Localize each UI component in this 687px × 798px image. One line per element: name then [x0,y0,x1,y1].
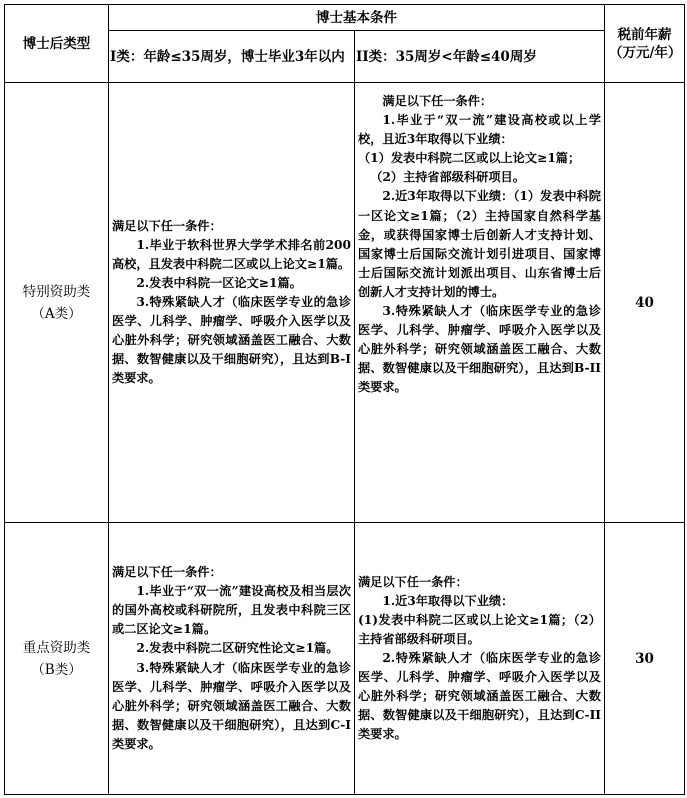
header-row-1 [5,5,685,31]
row-b-c2-item1a: (1)发表中科院二区或以上论文≥1篇；（2）主持省部级科研项目。 [358,612,601,646]
header-basic-conditions [109,5,605,31]
row-b-class1-conditions [109,523,355,795]
row-a-class2-conditions [355,83,605,523]
row-a-c2-item1: 1.毕业于“双一流”建设高校或以上学校，且近3年取得以下业绩： [358,113,601,147]
postdoc-conditions-table [4,4,685,795]
row-a-salary-value: 40 [635,294,654,311]
header-basic-conditions-label: 博士基本条件 [316,9,397,26]
row-a [5,83,685,523]
row-b-salary-value: 30 [635,650,654,667]
row-b-c1-item2: 2.发表中科院二区研究性论文≥1篇。 [136,641,339,656]
header-salary-label: 税前年薪（万元/年） [609,26,682,61]
row-a-c2-item3: 3.特殊紧缺人才（临床医学专业的急诊医学、儿科学、肿瘤学、呼吸介入医学以及心脏外科学；研究领域涵盖医工融合、大数据、数智健康以及干细胞研究），且达到B-II类要求。 [358,304,601,395]
row-a-c2-item1b: （2）主持省部级科研项目。 [370,170,525,185]
row-a-c1-item1: 1.毕业于软科世界大学学术排名前200高校，且发表中科院二区或以上论文≥1篇。 [112,237,351,271]
row-b-class2-conditions [355,523,605,795]
header-class1 [109,31,355,83]
row-b-c1-item1: 1.毕业于“双一流”建设高校及相当层次的国外高校或科研院所，且发表中科院三区或二区论文≥1篇。 [112,584,351,637]
row-a-class1-conditions [109,83,355,523]
row-b [5,523,685,795]
row-a-c1-intro: 满足以下任一条件： [112,218,222,233]
row-b-salary [605,523,685,795]
row-b-type-code: （B类） [31,661,82,678]
row-a-c2-item1a: （1）发表中科院二区或以上论文≥1篇； [358,151,581,166]
row-a-c2-item2: 2.近3年取得以下业绩：（1）发表中科院一区论文≥1篇；（2）主持国家自然科学基金，或获得国家博士后创新人才支持计划、国家博士后国际交流计划引进项目、国家博士后国际交流计划派出项目、山东省博士后创新人才支持计划的博士。 [358,189,601,299]
row-a-type-code: （A类） [31,305,82,322]
row-b-type-label: 重点资助类 [22,639,91,656]
row-a-salary [605,83,685,523]
header-salary [605,5,685,83]
row-b-c2-intro: 满足以下任一条件： [358,574,468,589]
row-b-c1-intro: 满足以下任一条件： [112,565,222,580]
header-class1-label: I类：年龄≤35周岁，博士毕业3年以内 [110,48,345,65]
header-class2-label: II类：35周岁<年龄≤40周岁 [356,48,537,65]
header-class2 [355,31,605,83]
row-b-c1-item3: 3.特殊紧缺人才（临床医学专业的急诊医学、儿科学、肿瘤学、呼吸介入医学以及心脏外科学；研究领域涵盖医工融合、大数据、数智健康以及干细胞研究），且达到C-I类要求。 [112,660,351,751]
row-a-c1-item3: 3.特殊紧缺人才（临床医学专业的急诊医学、儿科学、肿瘤学、呼吸介入医学以及心脏外科学；研究领域涵盖医工融合、大数据、数智健康以及干细胞研究），且达到B-I类要求。 [112,294,351,386]
row-b-c2-item1: 1.近3年取得以下业绩： [382,593,514,608]
row-a-type [5,83,109,523]
row-b-c2-item2: 2.特殊紧缺人才（临床医学专业的急诊医学、儿科学、肿瘤学、呼吸介入医学以及心脏外科学；研究领域涵盖医工融合、大数据、数智健康以及干细胞研究），且达到C-II类要求。 [358,650,601,742]
row-b-type [5,523,109,795]
header-type [5,5,109,83]
header-type-label: 博士后类型 [22,35,91,52]
row-a-c2-intro: 满足以下任一条件： [382,94,493,108]
row-a-type-label: 特别资助类 [22,283,91,300]
row-a-c1-item2: 2.发表中科院一区论文≥1篇。 [136,275,302,290]
